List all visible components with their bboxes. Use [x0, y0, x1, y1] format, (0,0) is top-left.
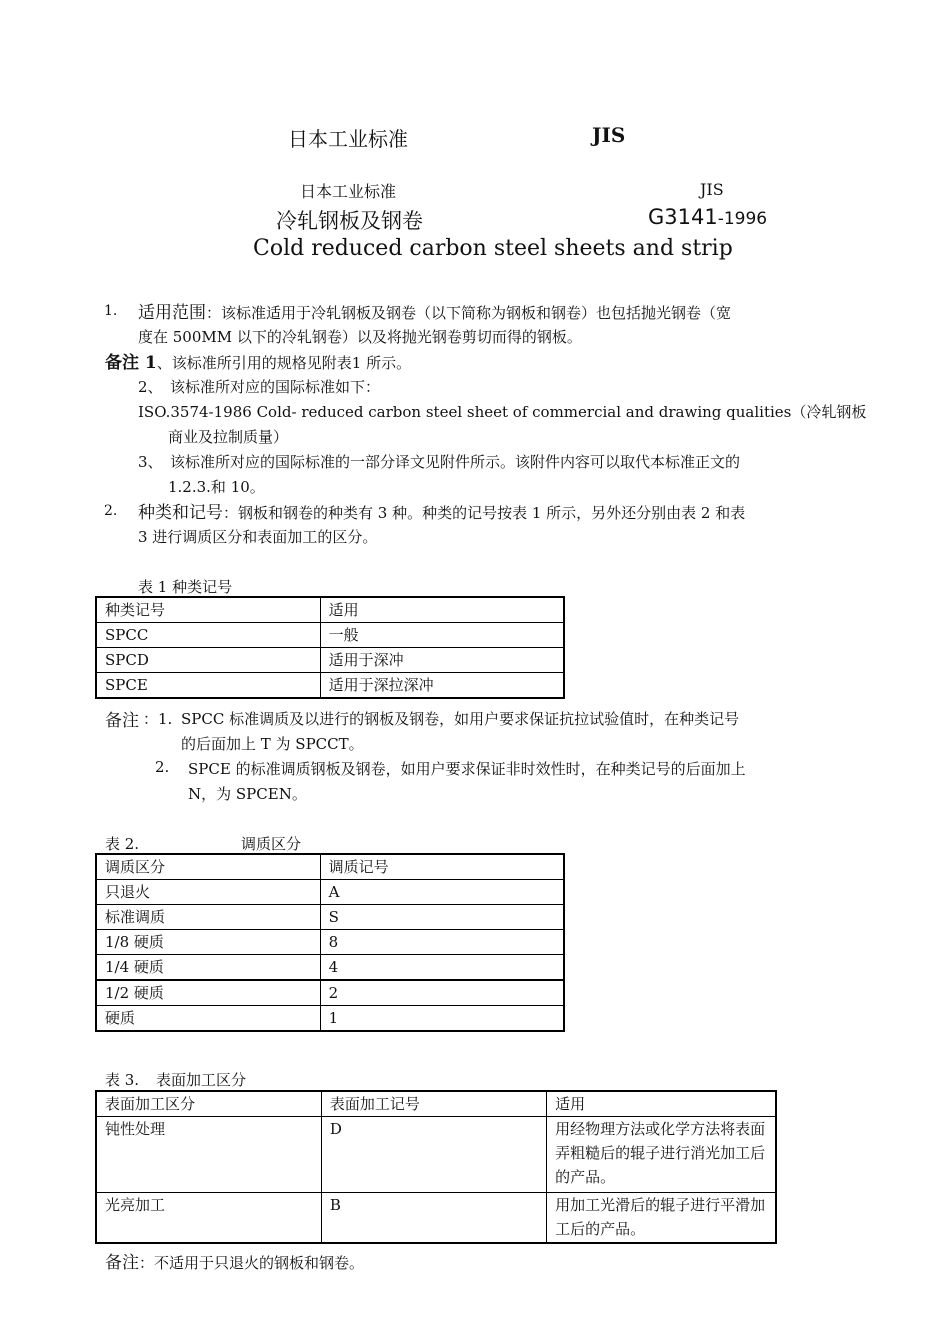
- notes1-n1-line1: SPCC 标准调质及以进行的钢板及钢卷，如用户要求保证抗拉试验值时，在种类记号: [181, 710, 740, 728]
- table1-cell: 适用于深冲: [320, 648, 564, 673]
- table-row: [96, 1091, 776, 1117]
- table-row: [96, 880, 564, 905]
- table2-caption: 调质区分: [241, 835, 302, 853]
- standard-year: -1996: [717, 209, 768, 229]
- notes1-label-text: 备注: [105, 711, 139, 731]
- table-row: [96, 673, 564, 699]
- table2-header-cell: 调质区分: [96, 854, 320, 880]
- footer-note: [105, 1248, 364, 1273]
- table2-caption-number: 表 2.: [105, 835, 140, 853]
- table3-cell: 光亮加工: [96, 1193, 321, 1243]
- table-row: [96, 930, 564, 955]
- section2-line1: ：钢板和钢卷的种类有 3 种。种类的记号按表 1 所示，另外还分别由表 2 和表: [223, 504, 746, 522]
- table3-cell: D: [321, 1117, 546, 1193]
- section1-note1: [105, 348, 411, 373]
- header-title: 日本工业标准: [288, 127, 408, 151]
- footer-note-text: ：不适用于只退火的钢板和钢卷。: [139, 1254, 365, 1272]
- table2-cell: 1: [320, 1006, 564, 1032]
- note3-number: 3、: [138, 453, 163, 471]
- iso-reference-line2: 商业及拉制质量）: [168, 428, 289, 446]
- table2-cell: S: [320, 905, 564, 930]
- note2-number: 2、: [138, 378, 163, 396]
- table-row: [96, 905, 564, 930]
- table2-cell: 只退火: [96, 880, 320, 905]
- table-row: [96, 955, 564, 981]
- notes1-n1-number: ：1.: [143, 710, 173, 728]
- table1: [95, 596, 565, 699]
- note3-line2: 1.2.3.和 10。: [168, 478, 265, 496]
- header-jis: JIS: [592, 123, 626, 147]
- section2-text: [138, 498, 745, 523]
- table3: [95, 1090, 777, 1244]
- table3-cell: 用加工光滑后的辊子进行平滑加工后的产品。: [547, 1193, 776, 1243]
- table1-cell: SPCC: [96, 623, 320, 648]
- notes1-n2-line2: N，为 SPCEN。: [188, 785, 307, 803]
- standard-code-number: G3141: [648, 205, 718, 229]
- notes1-n2-line1: SPCE 的标准调质钢板及钢卷，如用户要求保证非时效性时，在种类记号的后面加上: [188, 760, 746, 778]
- table3-header-cell: 表面加工区分: [96, 1091, 321, 1117]
- table3-cell: 用经物理方法或化学方法将表面弄粗糙后的辊子进行消光加工后的产品。: [547, 1117, 776, 1193]
- standard-code: [648, 205, 767, 229]
- notes1-label: [105, 706, 139, 731]
- english-title: Cold reduced carbon steel sheets and strip: [253, 236, 733, 261]
- table1-caption: 表 1 种类记号: [138, 578, 233, 596]
- table1-cell: 一般: [320, 623, 564, 648]
- note-label: 备注 1: [105, 353, 157, 373]
- table2-cell: 2: [320, 980, 564, 1006]
- section2-number: 2.: [104, 503, 118, 519]
- table-row: [96, 1117, 776, 1193]
- footer-note-label: 备注: [105, 1253, 139, 1273]
- section2-line2: 3 进行调质区分和表面加工的区分。: [138, 528, 378, 546]
- document-title: 冷轧钢板及钢卷: [276, 209, 423, 233]
- section1-line2: 度在 500MM 以下的冷轧钢卷）以及将抛光钢卷剪切而得的钢板。: [138, 328, 582, 346]
- section1-line1: ：该标准适用于冷轧钢板及钢卷（以下简称为钢板和钢卷）也包括抛光钢卷（宽: [206, 304, 732, 322]
- table-row: [96, 1006, 564, 1032]
- table3-cell: 钝性处理: [96, 1117, 321, 1193]
- table2-cell: 1/4 硬质: [96, 955, 320, 981]
- table1-cell: 适用于深拉深冲: [320, 673, 564, 699]
- table-row: [96, 1193, 776, 1243]
- table1-header-cell: 适用: [320, 597, 564, 623]
- notes1-n1-line2: 的后面加上 T 为 SPCCT。: [181, 735, 364, 753]
- table3-caption-number: 表 3.: [105, 1071, 140, 1089]
- table-row: [96, 597, 564, 623]
- table3-cell: B: [321, 1193, 546, 1243]
- table2-cell: 1/8 硬质: [96, 930, 320, 955]
- section1-number: 1.: [104, 303, 118, 319]
- table2-cell: 4: [320, 955, 564, 981]
- note3-line1: 该标准所对应的国际标准的一部分译文见附件所示。该附件内容可以取代本标准正文的: [170, 453, 741, 471]
- section2-heading: 种类和记号: [138, 503, 223, 523]
- table1-cell: SPCE: [96, 673, 320, 699]
- notes1-n2-number: 2.: [155, 758, 170, 776]
- table-row: [96, 623, 564, 648]
- table2-cell: 8: [320, 930, 564, 955]
- table3-caption: 表面加工区分: [156, 1071, 247, 1089]
- table3-header-cell: 适用: [547, 1091, 776, 1117]
- table2-cell: 硬质: [96, 1006, 320, 1032]
- note2-text: 该标准所对应的国际标准如下：: [170, 378, 381, 396]
- table2-header-cell: 调质记号: [320, 854, 564, 880]
- table2-cell: 1/2 硬质: [96, 980, 320, 1006]
- jis-label: JIS: [700, 180, 724, 199]
- table2: [95, 853, 565, 1032]
- section1-text: [138, 298, 731, 323]
- section1-heading: 适用范围: [138, 303, 206, 323]
- table2-cell: A: [320, 880, 564, 905]
- table-row: [96, 648, 564, 673]
- table2-cell: 标准调质: [96, 905, 320, 930]
- table1-cell: SPCD: [96, 648, 320, 673]
- table-row: [96, 854, 564, 880]
- table1-header-cell: 种类记号: [96, 597, 320, 623]
- standard-label: 日本工业标准: [300, 182, 397, 201]
- table-row: [96, 980, 564, 1006]
- table3-header-cell: 表面加工记号: [321, 1091, 546, 1117]
- iso-reference: ISO.3574-1986 Cold- reduced carbon steel sheet of commercial and drawing qualities（冷轧钢板: [138, 403, 867, 421]
- note1-text: 、该标准所引用的规格见附表1 所示。: [156, 354, 412, 372]
